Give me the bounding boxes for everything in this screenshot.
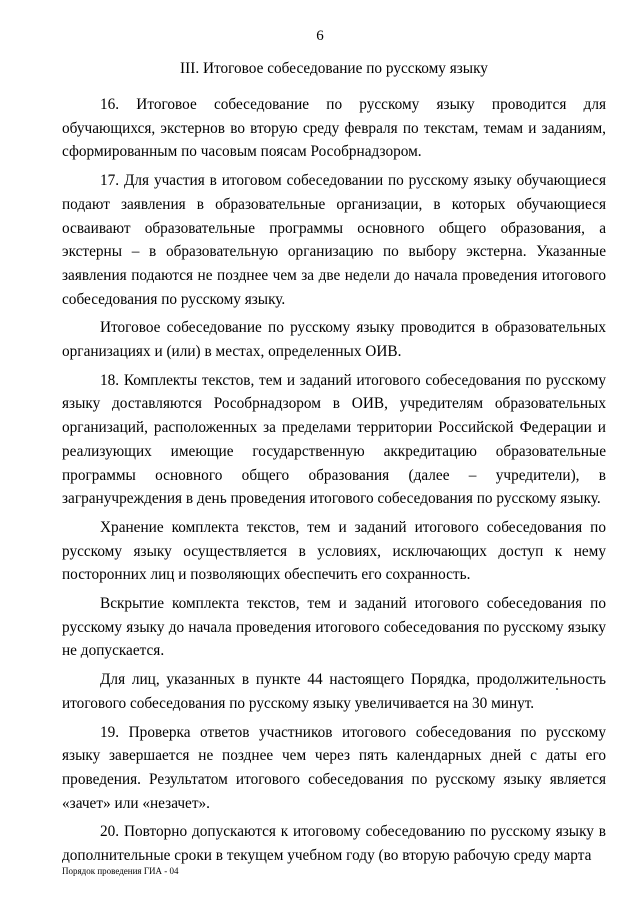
paragraph-20: 20. Повторно допускаются к итоговому собеседованию по русскому языку в дополнительные сроки в текущем учебном году (во вторую рабочую среду марта xyxy=(62,823,606,865)
paragraph-18-opening: Вскрытие комплекта текстов, тем и заданий итогового собеседования по русскому языку до начала проведения итогового собеседования по русскому языку не допускается. xyxy=(62,595,606,660)
document-body xyxy=(62,93,606,873)
paragraph-18-extension: Для лиц, указанных в пункте 44 настоящего Порядка, продолжительность итогового собеседования по русскому языку увеличивается на 30 минут. xyxy=(62,671,606,712)
paragraph-17-continued: Итоговое собеседование по русскому языку проводится в образовательных организациях и (или) в местах, определенных ОИВ. xyxy=(62,319,606,361)
page-number: 6 xyxy=(316,28,324,44)
paragraph-16: 16. Итоговое собеседование по русскому языку проводится для обучающихся, экстернов во вторую среду февраля по текстам, темам и заданиям, сформированным по часовым поясам Рособрнадзором. xyxy=(62,96,606,161)
paragraph-17: 17. Для участия в итоговом собеседовании по русскому языку обучающиеся подают заявления в образовательные организации, в которых обучающиеся осваивают образовательные программы основного общего образования, а экстерны – в образовательную организацию по выбору экстерна. Указанные заявления подаются не позднее чем за две недели до начала проведения итогового собеседования по русскому языку. xyxy=(62,172,606,308)
footer-text: Порядок проведения ГИА - 04 xyxy=(62,866,179,876)
paragraph-18-storage: Хранение комплекта текстов, тем и заданий итогового собеседования по русскому языку осуществляется в условиях, исключающих доступ к нему посторонних лиц и позволяющих обеспечить его сохранность. xyxy=(62,518,606,584)
paragraph-19: 19. Проверка ответов участников итогового собеседования по русскому языку завершается не позднее чем через пять календарных дней с даты его проведения. Результатом итогового собеседования по русскому языку является «зачет» или «незачет». xyxy=(62,723,606,812)
scan-speck xyxy=(556,688,558,690)
paragraph-18: 18. Комплекты текстов, тем и заданий итогового собеседования по русскому языку доставляются Рособрнадзором в ОИВ, учредителям образовательных организаций, расположенных за пределами территории Российской Федерации и реализующих имеющие государственную аккредитацию образовательные программы основного общего образования (далее – учредители), в загранучреждения в день проведения итогового собеседования по русскому языку. xyxy=(62,371,606,508)
section-title: III. Итоговое собеседование по русскому языку xyxy=(180,60,488,77)
